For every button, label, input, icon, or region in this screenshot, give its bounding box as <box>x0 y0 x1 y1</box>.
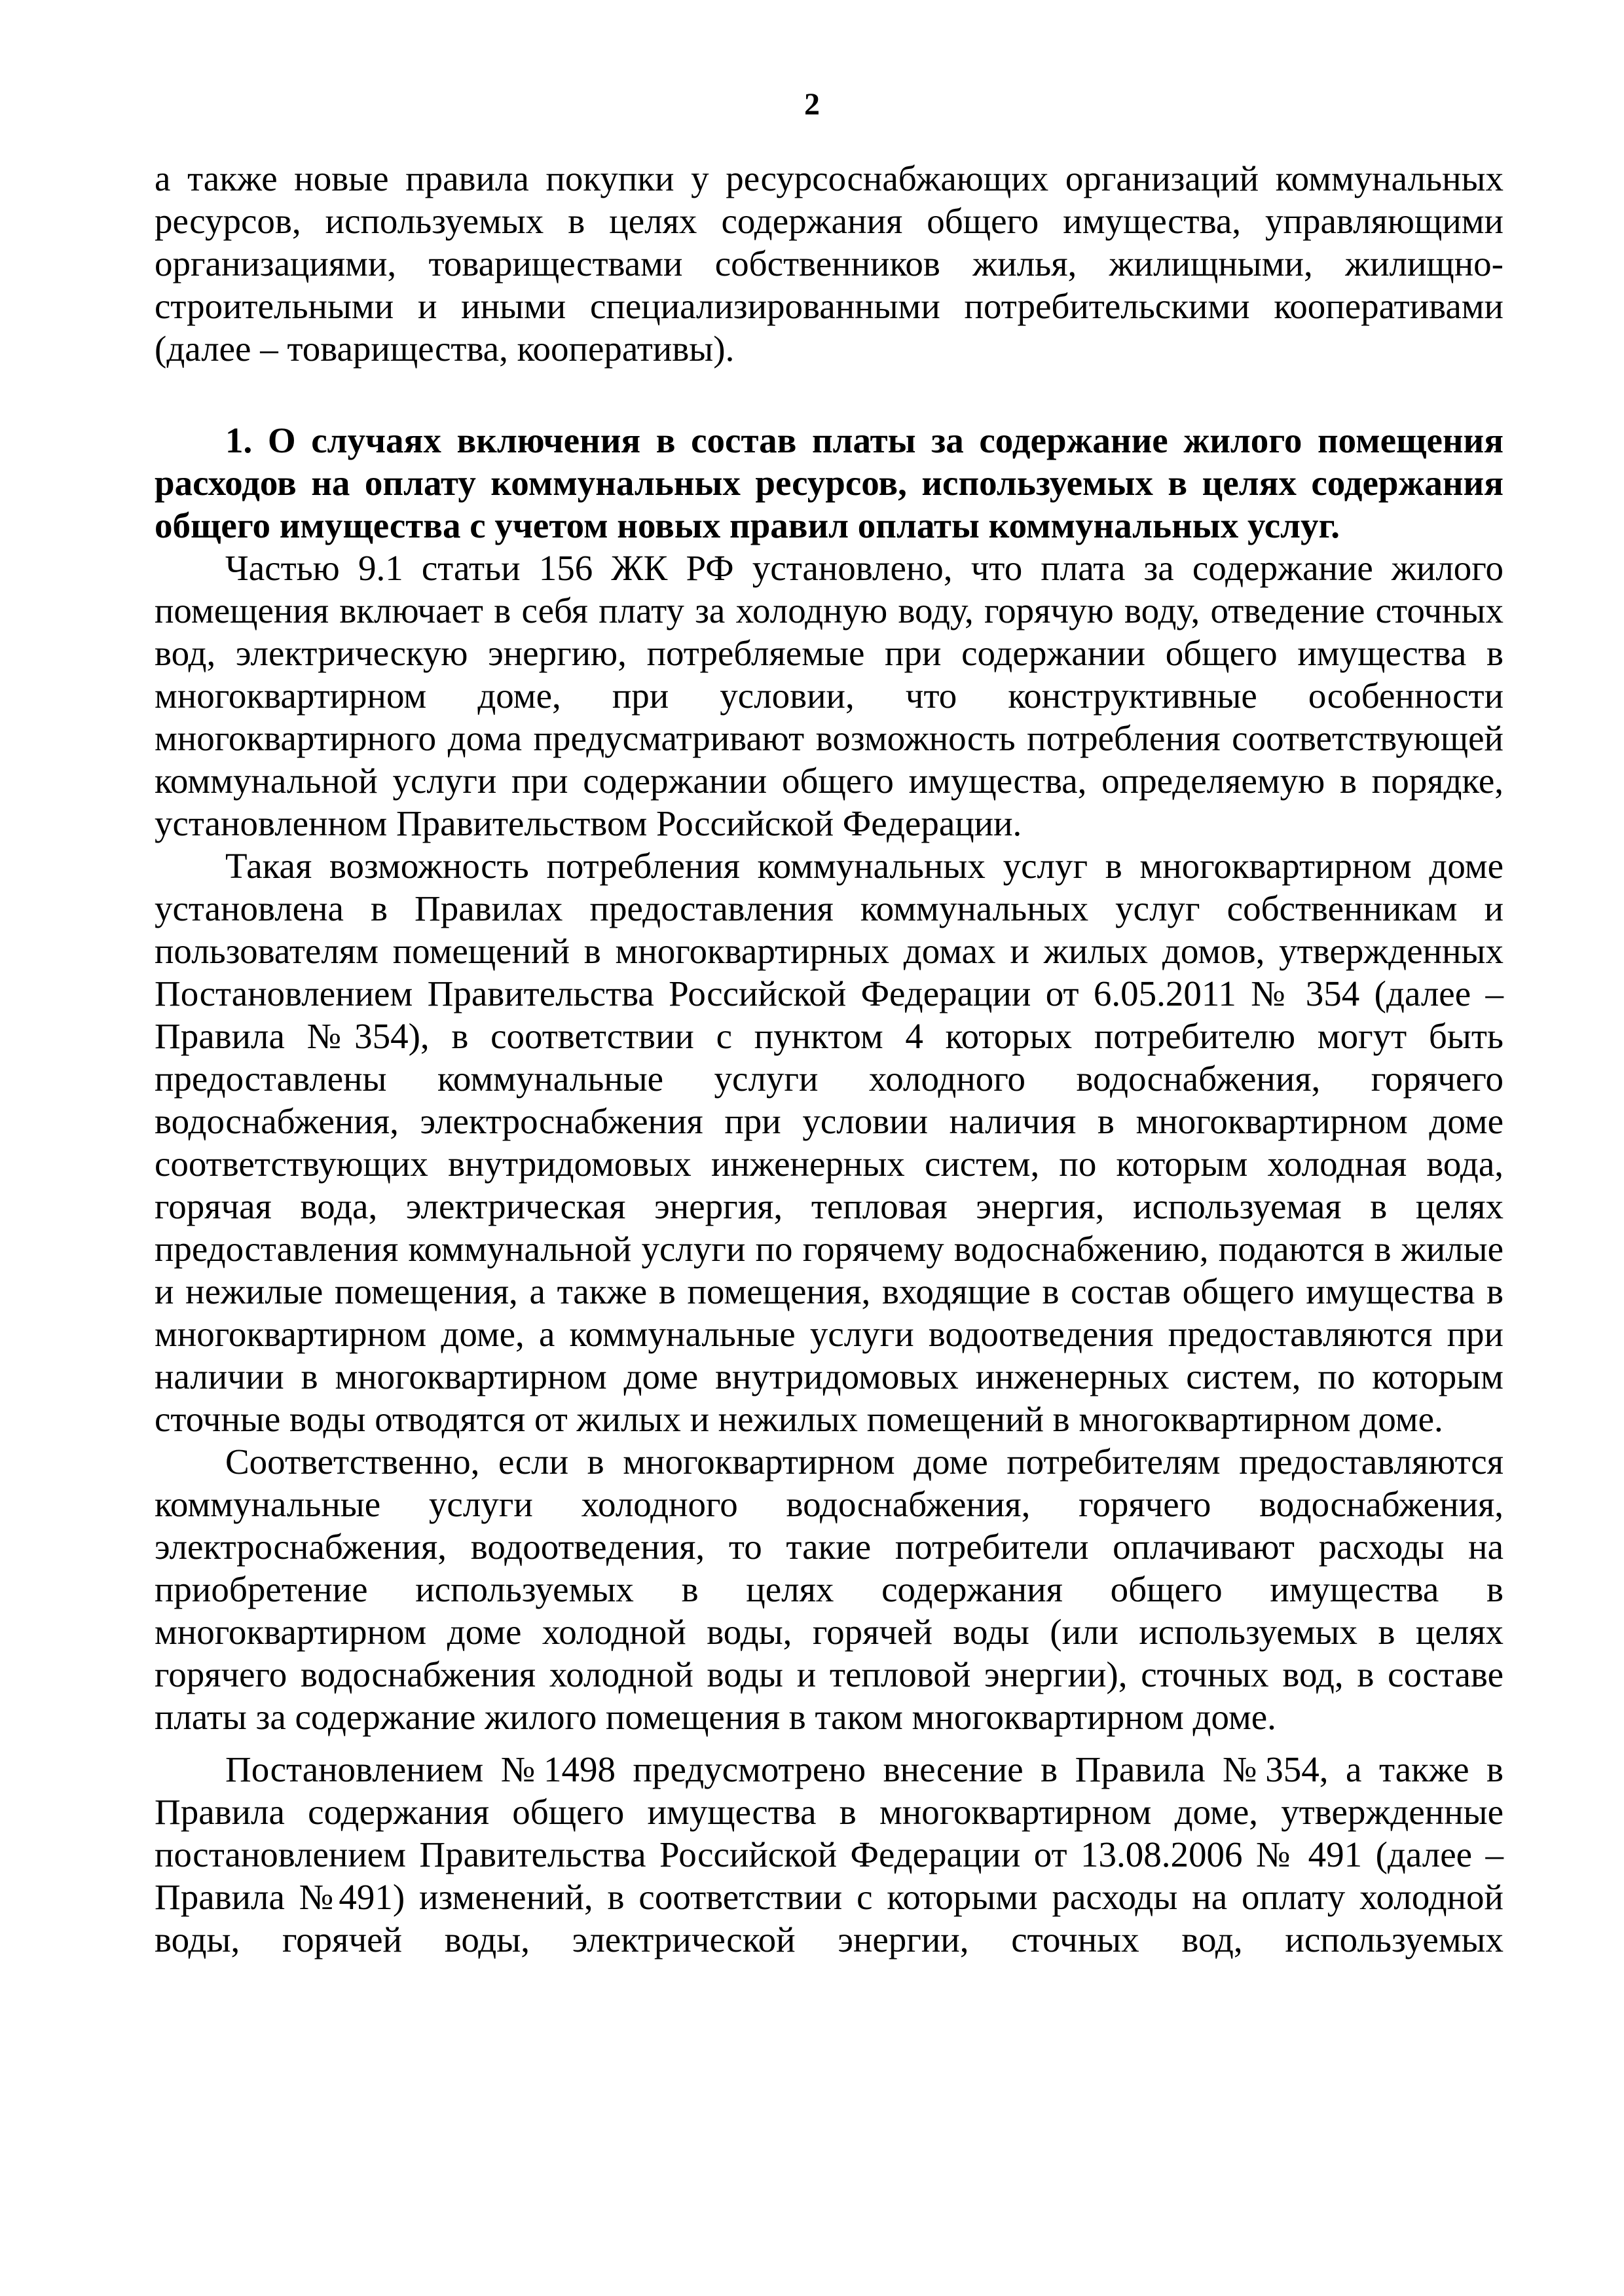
body-paragraph-3: Соответственно, если в многоквартирном доме потребителям предоставляются коммунальные услуги холодного водоснабжения, горячего водоснабжения, электроснабжения, водоотведения, то такие потребители оплачивают расходы на приобретение используемых в целях содержания общего имущества в многоквартирном доме холодной воды, горячей воды (или используемых в целях горячего водоснабжения холодной воды и тепловой энергии), сточных вод, в составе платы за содержание жилого помещения в таком многоквартирном доме. <box>155 1442 1504 1737</box>
section-heading: 1. О случаях включения в состав платы за содержание жилого помещения расходов на оплату коммунальных ресурсов, используемых в целях содержания общего имущества с учетом новых правил оплаты коммунальных услуг. <box>155 420 1504 545</box>
document-body <box>155 157 1504 1961</box>
body-paragraph-1: Частью 9.1 статьи 156 ЖК РФ установлено, что плата за содержание жилого помещения включает в себя плату за холодную воду, горячую воду, отведение сточных вод, электрическую энергию, потребляемые при содержании общего имущества в многоквартирном доме, при условии, что конструктивные особенности многоквартирного дома предусматривают возможность потребления соответствующей коммунальной услуги при содержании общего имущества, определяемую в порядке, установленном Правительством Российской Федерации. <box>155 548 1504 843</box>
intro-paragraph: а также новые правила покупки у ресурсоснабжающих организаций коммунальных ресурсов, используемых в целях содержания общего имущества, управляющими организациями, товариществами собственников жилья, жилищными, жилищно-строительными и иными специализированными потребительскими кооперативами (далее – товарищества, кооперативы). <box>155 158 1504 369</box>
body-paragraph-4: Постановлением №1498 предусмотрено внесение в Правила №354, а также в Правила содержания общего имущества в многоквартирном доме, утвержденные постановлением Правительства Российской Федерации от 13.08.2006 № 491 (далее – Правила №491) изменений, в соответствии с которыми расходы на оплату холодной воды, горячей воды, электрической энергии, сточных вод, используемых <box>155 1749 1504 1959</box>
body-paragraph-2: Такая возможность потребления коммунальных услуг в многоквартирном доме установлена в Правилах предоставления коммунальных услуг собственникам и пользователям помещений в многоквартирных домах и жилых домов, утвержденных Постановлением Правительства Российской Федерации от 6.05.2011 № 354 (далее – Правила №354), в соответствии с пунктом 4 которых потребителю могут быть предоставлены коммунальные услуги холодного водоснабжения, горячего водоснабжения, электроснабжения при условии наличия в многоквартирном доме соответствующих внутридомовых инженерных систем, по которым холодная вода, горячая вода, электрическая энергия, тепловая энергия, используемая в целях предоставления коммунальной услуги по горячему водоснабжению, подаются в жилые и нежилые помещения, а также в помещения, входящие в состав общего имущества в многоквартирном доме, а коммунальные услуги водоотведения предоставляются при наличии в многоквартирном доме внутридомовых инженерных систем, по которым сточные воды отводятся от жилых и нежилых помещений в многоквартирном доме. <box>155 846 1504 1439</box>
page-number: 2 <box>804 87 820 122</box>
